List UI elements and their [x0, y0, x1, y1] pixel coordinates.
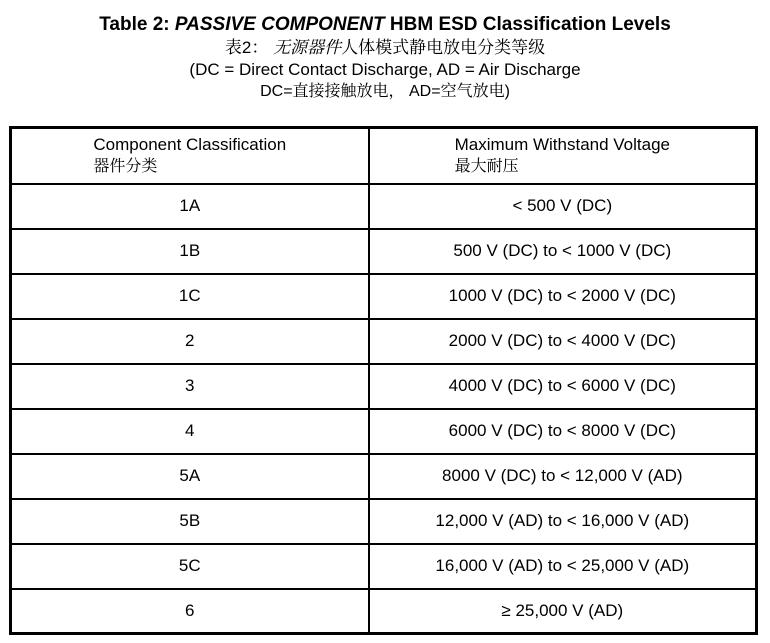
classification-cell: 1C: [11, 274, 369, 319]
caption-title-prefix: Table 2:: [99, 14, 175, 35]
table-row: [11, 544, 757, 589]
classification-cell: 6: [11, 589, 369, 634]
classification-cell: 5C: [11, 544, 369, 589]
esd-classification-table: [9, 126, 758, 635]
table-row: [11, 274, 757, 319]
caption-zh-prefix: 表2：: [224, 38, 274, 57]
voltage-cell: 6000 V (DC) to < 8000 V (DC): [369, 409, 757, 454]
classification-cell: 4: [11, 409, 369, 454]
voltage-cell: 500 V (DC) to < 1000 V (DC): [369, 229, 757, 274]
table-row: [11, 589, 757, 634]
table-row: [11, 409, 757, 454]
header-classification-zh: 器件分类: [93, 158, 158, 176]
classification-cell: 5A: [11, 454, 369, 499]
table-row: [11, 499, 757, 544]
voltage-cell: ≥ 25,000 V (AD): [369, 589, 757, 634]
caption-zh-italic: 无源器件: [273, 38, 342, 57]
voltage-cell: 8000 V (DC) to < 12,000 V (AD): [369, 454, 757, 499]
voltage-cell: < 500 V (DC): [369, 184, 757, 229]
classification-cell: 3: [11, 364, 369, 409]
header-classification-en: Component Classification: [93, 135, 287, 155]
header-classification-block: [93, 133, 286, 178]
voltage-cell: 1000 V (DC) to < 2000 V (DC): [369, 274, 757, 319]
caption-title-suffix: HBM ESD Classification Levels: [384, 14, 671, 35]
table-row: [11, 319, 757, 364]
caption-title-italic: PASSIVE COMPONENT: [174, 14, 385, 35]
header-voltage-zh: 最大耐压: [454, 158, 519, 176]
table-row: [11, 364, 757, 409]
classification-cell: 2: [11, 319, 369, 364]
header-cell-classification: [11, 128, 369, 184]
table-caption: [0, 13, 770, 103]
caption-title-en: [0, 13, 770, 37]
table-row: [11, 454, 757, 499]
voltage-cell: 2000 V (DC) to < 4000 V (DC): [369, 319, 757, 364]
caption-legend-zh: DC=直接接触放电， AD=空气放电): [260, 83, 510, 100]
classification-cell: 1A: [11, 184, 369, 229]
voltage-cell: 12,000 V (AD) to < 16,000 V (AD): [369, 499, 757, 544]
header-row: [11, 128, 757, 184]
caption-title-zh: [0, 37, 770, 59]
classification-cell: 1B: [11, 229, 369, 274]
caption-zh-suffix: 人体模式静电放电分类等级: [341, 38, 546, 57]
header-cell-voltage: [369, 128, 757, 184]
voltage-cell: 4000 V (DC) to < 6000 V (DC): [369, 364, 757, 409]
table-row: [11, 229, 757, 274]
voltage-cell: 16,000 V (AD) to < 25,000 V (AD): [369, 544, 757, 589]
header-voltage-en: Maximum Withstand Voltage: [454, 135, 670, 155]
header-voltage-block: [455, 133, 670, 178]
table-row: [11, 184, 757, 229]
caption-legend-en: (DC = Direct Contact Discharge, AD = Air Discharge: [189, 60, 581, 79]
classification-cell: 5B: [11, 499, 369, 544]
